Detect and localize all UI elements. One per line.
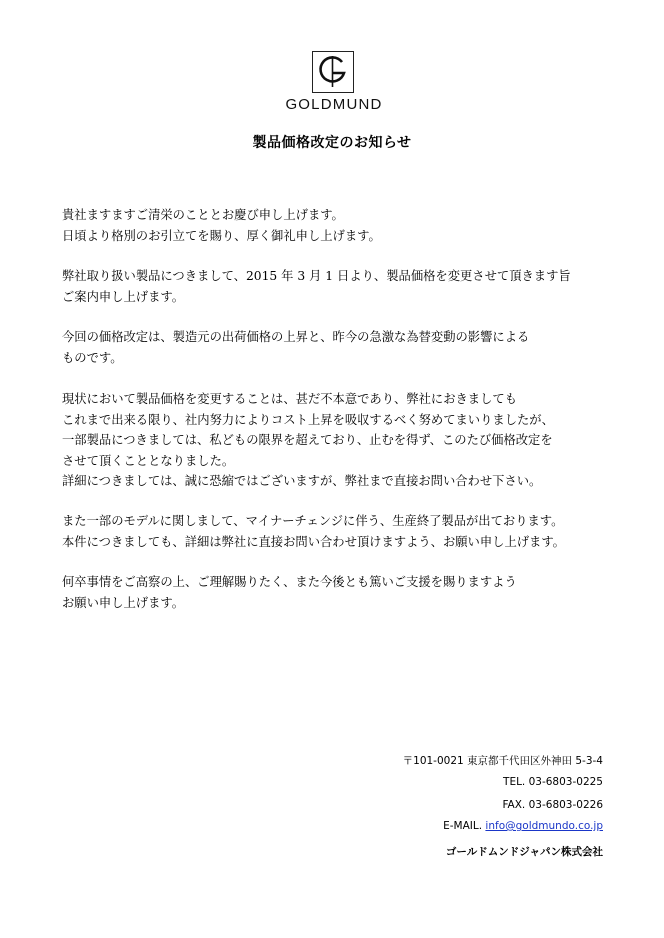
text-line: お願い申し上げます。 <box>62 595 184 610</box>
paragraph-circumstances <box>62 389 554 492</box>
text-line: 現状において製品価格を変更することは、甚だ不本意であり、弊社におきましても <box>62 392 517 406</box>
address: 〒101-0021 東京都千代田区外神田 5-3-4 <box>402 755 603 767</box>
text-line: 一部製品につきましては、私どもの限界を超えており、止むを得ず、このたび価格改定を <box>62 433 553 447</box>
paragraph-greeting <box>62 205 381 246</box>
fax-number: FAX. 03-6803-0226 <box>502 799 603 811</box>
text-line: 日頃より格別のお引立てを賜り、厚く御礼申し上げます。 <box>62 228 381 243</box>
paragraph-closing <box>62 572 517 613</box>
text-line: 貴社ますますご清栄のこととお慶び申し上げます。 <box>62 208 344 222</box>
email-label: E-MAIL. <box>443 820 483 832</box>
paragraph-announcement <box>62 266 571 307</box>
text-line: させて頂くこととなりました。 <box>62 453 235 468</box>
paragraph-discontinued <box>62 511 565 552</box>
text-line: 詳細につきましては、誠に恐縮ではございますが、弊社まで直接お問い合わせ下さい。 <box>62 474 542 488</box>
goldmund-logo-mark <box>312 51 354 93</box>
text-line: 弊社取り扱い製品につきまして、2015 年 3 月 1 日より、製品価格を変更させて頂きます旨 <box>62 269 571 283</box>
text-line: 今回の価格改定は、製造元の出荷価格の上昇と、昨今の急激な為替変動の影響による <box>62 330 530 344</box>
email-row <box>443 820 603 832</box>
logo-wordmark: GOLDMUND <box>285 96 383 113</box>
goldmund-g-icon <box>313 52 352 91</box>
text-line: これまで出来る限り、社内努力によりコスト上昇を吸収するべく努めてまいりましたが、 <box>62 412 554 427</box>
page-title: 製品価格改定のお知らせ <box>252 135 412 151</box>
text-line: 何卒事情をご高察の上、ご理解賜りたく、また今後とも篤いご支援を賜りますよう <box>62 575 517 589</box>
text-line: ご案内申し上げます。 <box>62 289 184 304</box>
tel-number: TEL. 03-6803-0225 <box>503 776 603 788</box>
email-link[interactable]: info@goldmundo.co.jp <box>485 820 603 832</box>
text-line: ものです。 <box>62 350 123 365</box>
paragraph-reason <box>62 327 529 368</box>
text-line: 本件につきましても、詳細は弊社に直接お問い合わせ頂けますよう、お願い申し上げます。 <box>62 534 565 549</box>
text-line: また一部のモデルに関しまして、マイナーチェンジに伴う、生産終了製品が出ております。 <box>62 514 564 528</box>
company-name: ゴールドムンドジャパン株式会社 <box>445 846 603 858</box>
